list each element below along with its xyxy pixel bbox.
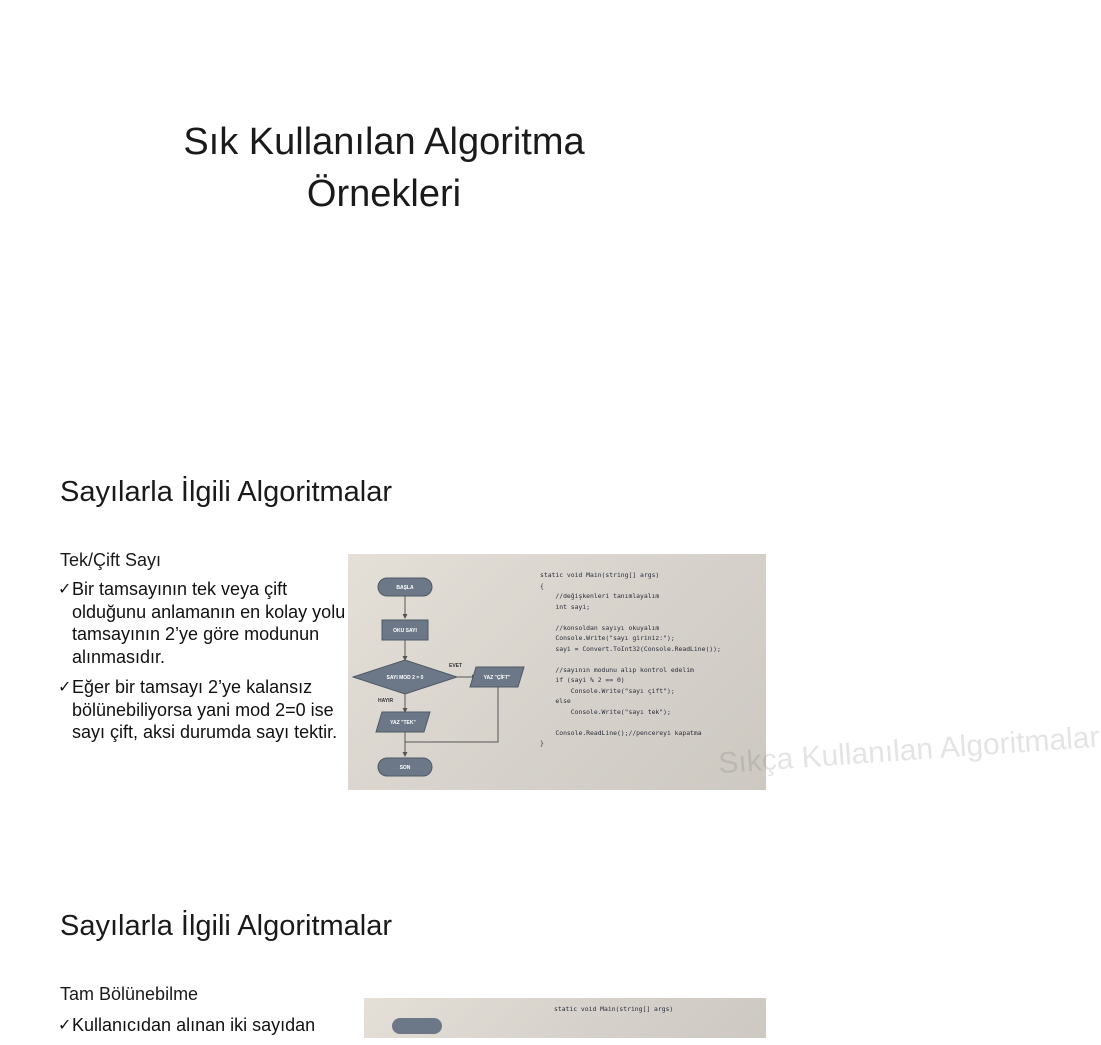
bullet-list: [58, 578, 348, 752]
section-title: Sayılarla İlgili Algoritmalar: [60, 910, 393, 942]
flowchart-end-label: SON: [399, 765, 411, 771]
slide-title: [0, 0, 768, 440]
check-icon: ✓: [58, 1015, 72, 1034]
code-snippet: static void Main(string[] args) { //değişkenleri tanımlayalım int sayi; //konsoldan sayıyı okuyalım Console.Write("sayı giriniz:"); sayi = Convert.ToInt32(Console.ReadLine()); //sayının modunu alıp kontrol edelim if (sayi % 2 == 0) Console.Write("sayı çift"); else Console.Write("sayı tek"); Console.ReadLine();//pencereyi kapatma }: [540, 571, 721, 747]
code-snippet: static void Main(string[] args): [554, 1005, 674, 1013]
section-subtitle: Tek/Çift Sayı: [60, 550, 162, 570]
main-title-line1: Sık Kullanılan Algoritma: [183, 121, 585, 163]
main-title: [0, 116, 768, 220]
background-watermark: Sıkça Kullanılan Algoritmalar: [717, 720, 1101, 781]
bullet-list: [58, 1014, 348, 1045]
bullet-text: Bir tamsayının tek veya çift olduğunu anlamanın en kolay yolu tamsayının 2’ye göre modunun alınmasıdır.: [72, 579, 346, 667]
bullet-text: Eğer bir tamsayı 2’ye kalansız bölünebiliyorsa yani mod 2=0 ise sayı çift, aksi durumda sayı tektir.: [72, 677, 338, 742]
code-photo: [364, 998, 766, 1038]
flowchart-no-label: HAYIR: [378, 698, 394, 704]
flowchart-decision-label: SAYI MOD 2 = 0: [386, 675, 424, 681]
check-icon: ✓: [58, 579, 72, 598]
main-title-line2: Örnekleri: [306, 173, 462, 215]
bullet-item: [58, 1014, 348, 1037]
bullet-text: Kullanıcıdan alınan iki sayıdan: [72, 1015, 316, 1035]
flowchart-start-label: BAŞLA: [396, 585, 414, 591]
section-title: Sayılarla İlgili Algoritmalar: [60, 476, 393, 508]
flowchart-print-odd-label: YAZ "TEK": [390, 720, 416, 726]
bullet-item: [58, 676, 348, 744]
section-subtitle: Tam Bölünebilme: [60, 984, 199, 1004]
flowchart-yes-label: EVET: [449, 663, 463, 669]
slide-divisibility: [0, 880, 768, 1035]
check-icon: ✓: [58, 677, 72, 696]
slide-odd-even: [0, 440, 1101, 880]
flowchart-start: [392, 1018, 442, 1034]
flowchart: [348, 554, 538, 790]
flowchart-code-photo: [348, 554, 1101, 790]
flowchart-read-label: OKU SAYI: [393, 628, 417, 634]
flowchart-print-even-label: YAZ "ÇİFT": [483, 675, 511, 681]
bullet-item: [58, 578, 348, 668]
